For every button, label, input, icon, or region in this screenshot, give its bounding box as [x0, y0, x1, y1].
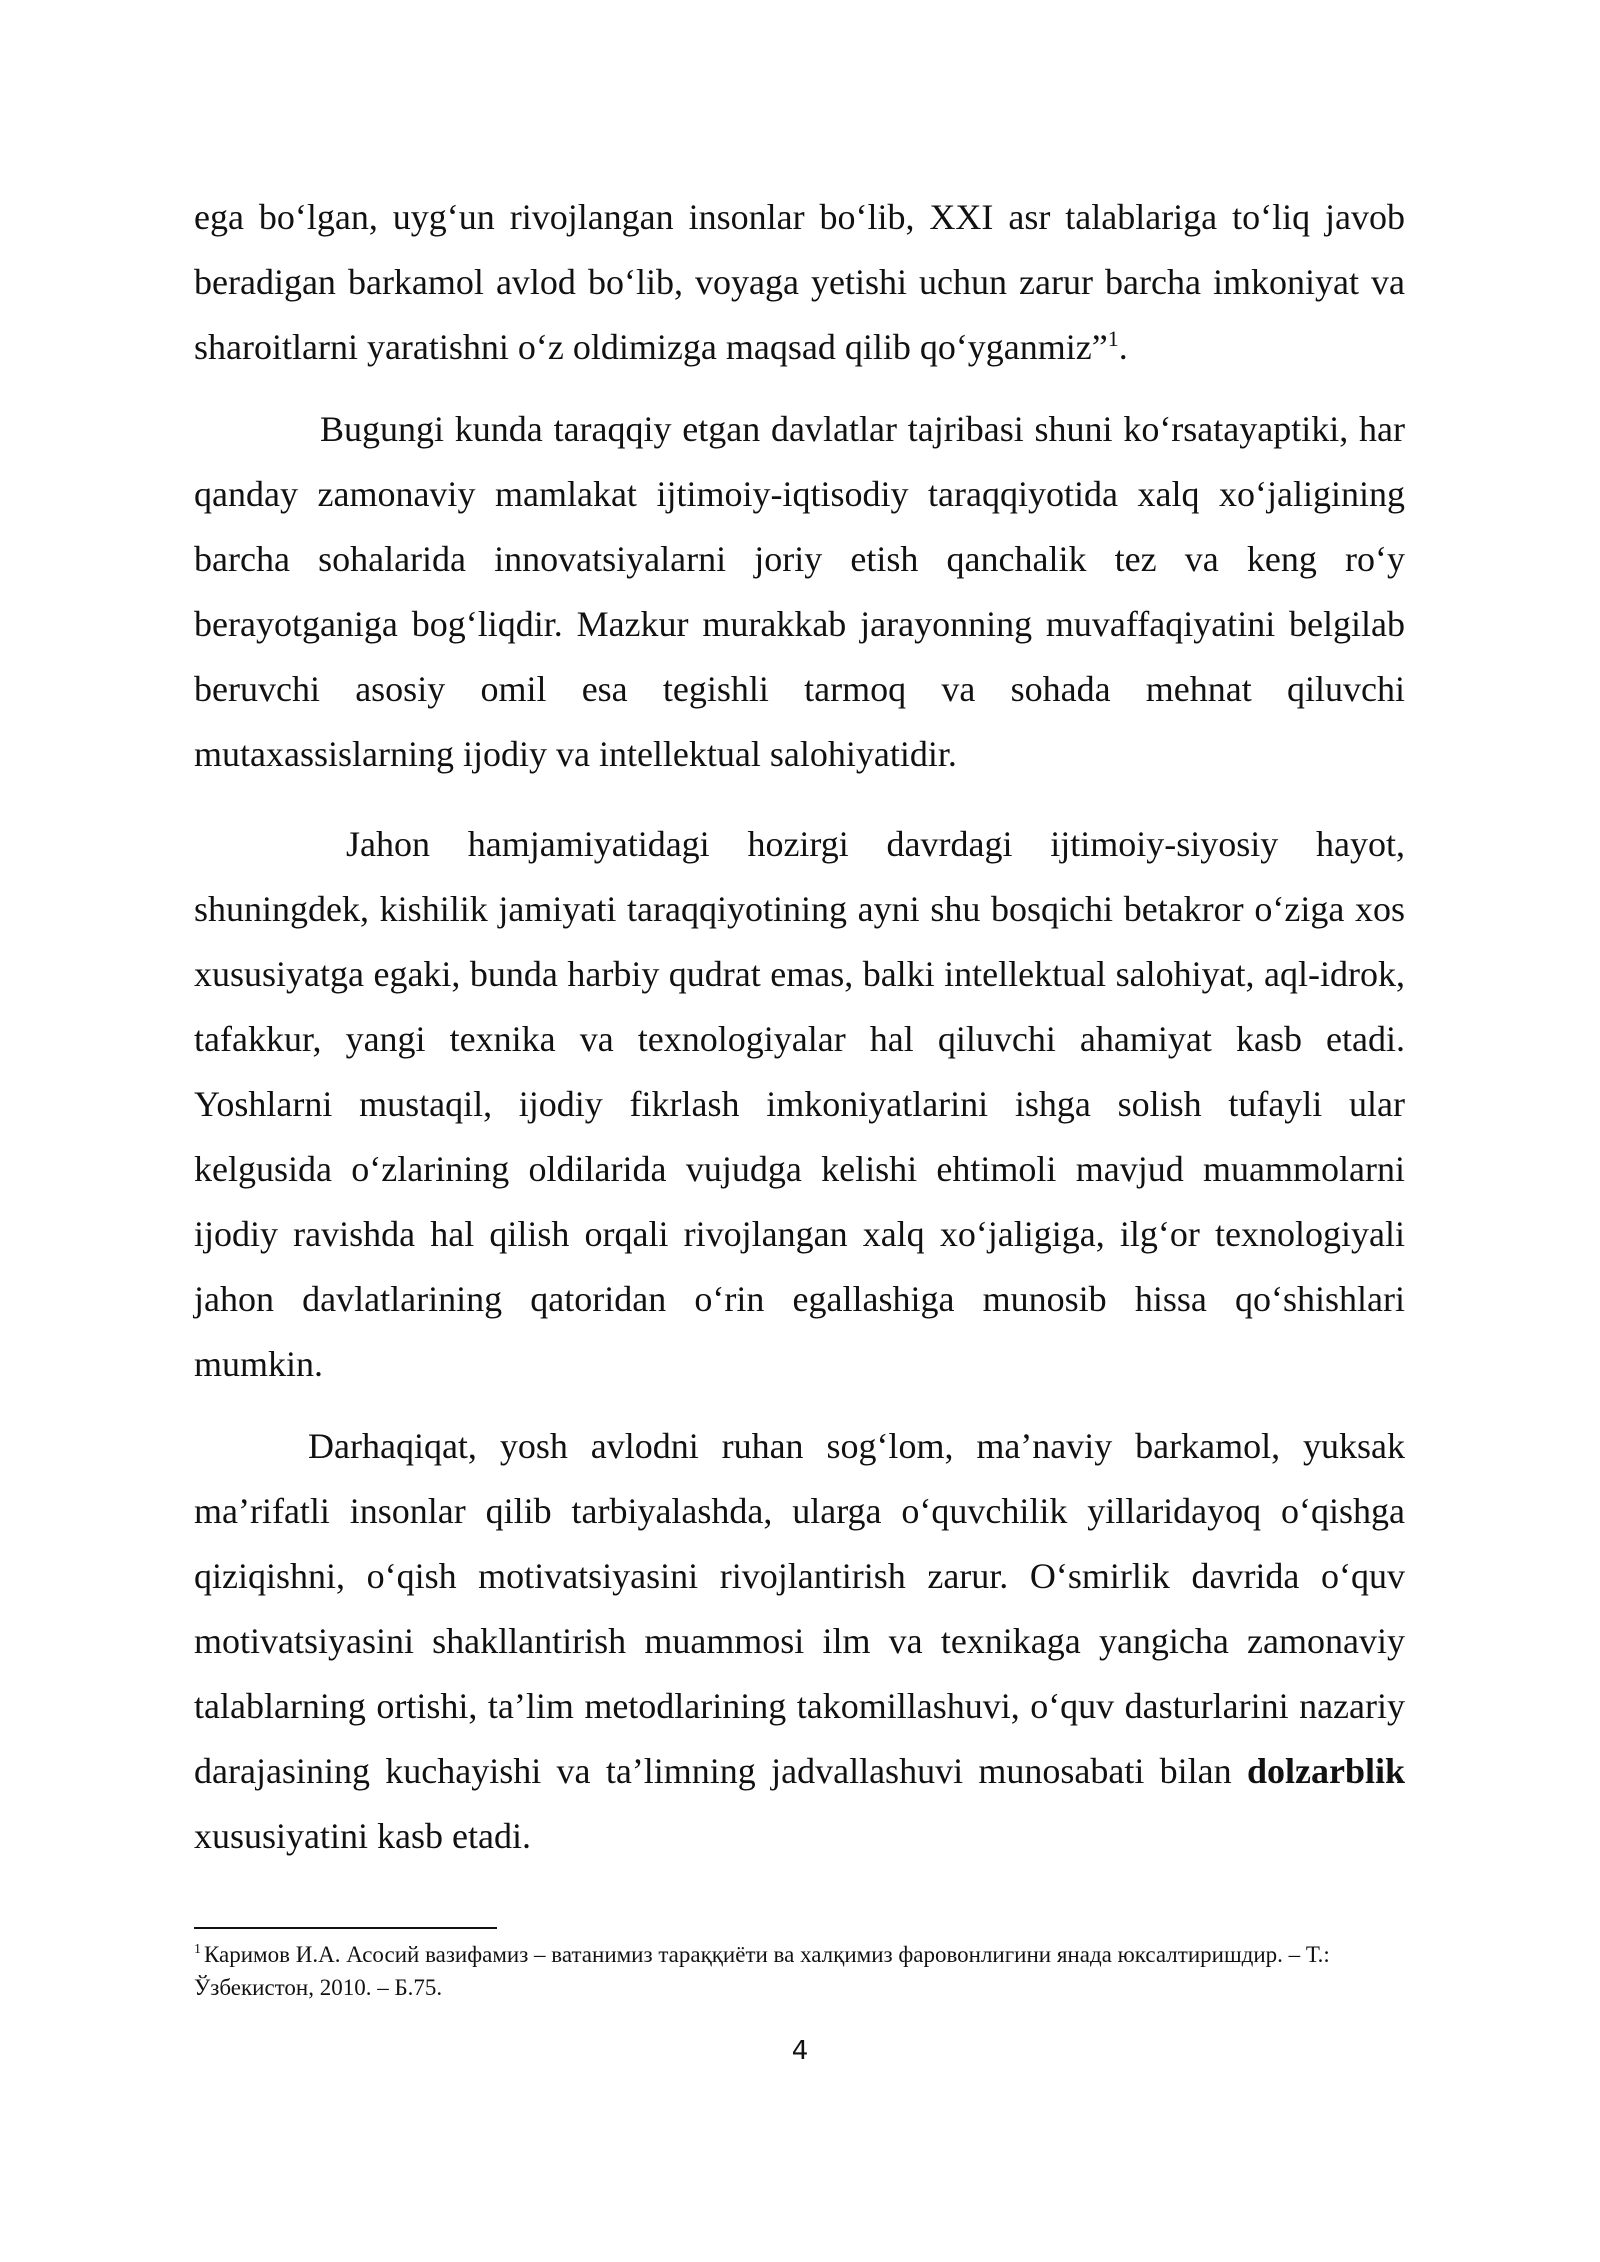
footnote-text: Каримов И.А. Асосий вазифамиз – ватанимиз тараққиёти ва халқимиз фаровонлигини янада юксалтиришдир. – Т.: Ўзбекистон, 2010. – Б.75.	[194, 1942, 1330, 2000]
paragraph-world-community	[194, 812, 1405, 1397]
bold-term: dolzarblik	[1246, 1751, 1405, 1791]
footnote-separator	[194, 1927, 497, 1929]
footnote	[194, 1938, 1374, 2004]
paragraph-tail: xususiyatini kasb etadi.	[194, 1816, 531, 1856]
paragraph-text: Darhaqiqat, yosh avlodni ruhan sog‘lom, ma’naviy barkamol, yuksak ma’rifatli insonlar qilib tarbiyalashda, ularga o‘quvchilik yillaridayoq o‘qishga qiziqishni, o‘qish motivatsiyasini rivojlantirish zarur. O‘smirlik davrida o‘quv motivatsiyasini shakllantirish muammosi ilm va texnikaga yangicha zamonaviy talablarning ortishi, ta’lim metodlarining takomillashuvi, o‘quv dasturlarini nazariy darajasining kuchayishi va ta’limning jadvallashuvi munosabati bilan	[194, 1426, 1405, 1791]
footnote-reference[interactable]: 1	[1107, 326, 1119, 351]
paragraph-text: ega bo‘lgan, uyg‘un rivojlangan insonlar bo‘lib, XXI asr talablariga to‘liq javob beradigan barkamol avlod bo‘lib, voyaga yetishi uchun zarur barcha imkoniyat va sharoitlarni yaratishni o‘z oldimizga maqsad qilib qo‘yganmiz”	[194, 197, 1405, 367]
paragraph-text: Jahon hamjamiyatidagi hozirgi davrdagi ijtimoiy-siyosiy hayot, shuningdek, kishilik jamiyati taraqqiyotining ayni shu bosqichi betakror o‘ziga xos xususiyatga egaki, bunda harbiy qudrat emas, balki intellektual salohiyat, aql-idrok, tafakkur, yangi texnika va texnologiyalar hal qiluvchi ahamiyat kasb etadi. Yoshlarni mustaqil, ijodiy fikrlash imkoniyatlarini ishga solish tufayli ular kelgusida o‘zlarining oldilarida vujudga kelishi ehtimoli mavjud muammolarni ijodiy ravishda hal qilish orqali rivojlangan xalq xo‘jaligiga, ilg‘or texnologiyali jahon davlatlarining qatoridan o‘rin egallashiga munosib hissa qo‘shishlari mumkin.	[194, 824, 1405, 1384]
paragraph-relevance	[194, 1414, 1405, 1869]
paragraph-tail: .	[1118, 327, 1128, 367]
paragraph-innovations	[194, 397, 1405, 787]
footnote-mark: 1	[194, 1942, 201, 1958]
page-number: 4	[791, 2036, 809, 2066]
paragraph-continuation	[194, 185, 1405, 380]
paragraph-text: Bugungi kunda taraqqiy etgan davlatlar tajribasi shuni ko‘rsatayaptiki, har qanday zamonaviy mamlakat ijtimoiy-iqtisodiy taraqqiyotida xalq xo‘jaligining barcha sohalarida innovatsiyalarni joriy etish qanchalik tez va keng ro‘y berayotganiga bog‘liqdir. Mazkur murakkab jarayonning muvaffaqiyatini belgilab beruvchi asosiy omil esa tegishli tarmoq va sohada mehnat qiluvchi mutaxassislarning ijodiy va intellektual salohiyatidir.	[194, 409, 1405, 774]
